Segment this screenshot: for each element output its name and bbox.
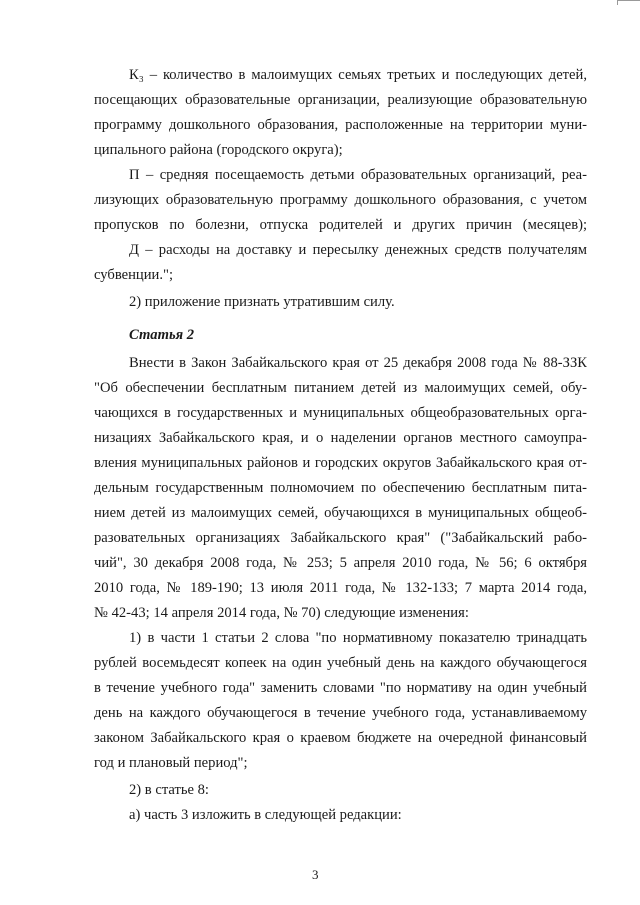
text-line: 2) в статье 8: <box>129 782 209 798</box>
text-line: чающихся в государственных и муниципальных общеобразовательных орга- <box>94 405 587 421</box>
text-line: рублей восемьдесят копеек на один учебный день на каждого обучающегося <box>94 655 587 671</box>
text-line: низациях Забайкальского края, и о наделении органов местного самоупра- <box>94 430 587 446</box>
text-line: лизующих образовательную программу дошкольного образования, с учетом <box>94 192 587 208</box>
text-line: нием детей из малоимущих семей, обучающихся в муниципальных общеоб- <box>94 505 587 521</box>
text-line: К₃ – количество в малоимущих семьях третьих и последующих детей, <box>129 67 587 83</box>
text-line: вления муниципальных районов и городских округов Забайкальского края от- <box>94 455 587 471</box>
page-number: 3 <box>312 867 319 882</box>
text-line: чий", 30 декабря 2008 года, № 253; 5 апреля 2010 года, № 56; 6 октября <box>94 555 587 571</box>
text-line: № 42-43; 14 апреля 2014 года, № 70) следующие изменения: <box>94 605 469 621</box>
text-line: пропусков по болезни, отпуска родителей и других причин (месяцев); <box>94 217 587 233</box>
text-line: 2) приложение признать утратившим силу. <box>129 294 395 310</box>
text-line: год и плановый период"; <box>94 755 248 771</box>
text-line: а) часть 3 изложить в следующей редакции: <box>129 807 402 823</box>
article-heading: Статья 2 <box>129 327 195 343</box>
text-line: 2010 года, № 189-190; 13 июля 2011 года, № 132-133; 7 марта 2014 года, <box>94 580 587 596</box>
text-line: законом Забайкальского края о краевом бюджете на очередной финансовый <box>94 730 587 746</box>
text-line: посещающих образовательные организации, реализующие образовательную <box>94 92 587 108</box>
text-line: П – средняя посещаемость детьми образовательных организаций, реа- <box>129 167 587 183</box>
text-line: ципального района (городского округа); <box>94 142 343 158</box>
text-line: в течение учебного года" заменить словами "по нормативу на один учебный <box>94 680 587 696</box>
text-line: дельным государственным полномочием по обеспечению бесплатным пита- <box>94 480 587 496</box>
text-line: Внести в Закон Забайкальского края от 25 декабря 2008 года № 88-ЗЗК <box>129 355 587 371</box>
text-line: день на каждого обучающегося в течение учебного года, устанавливаемому <box>94 705 587 721</box>
page-corner-mark <box>617 0 640 5</box>
text-line: "Об обеспечении бесплатным питанием детей из малоимущих семей, обу- <box>94 380 587 396</box>
text-line: 1) в части 1 статьи 2 слова "по нормативному показателю тринадцать <box>129 630 587 646</box>
text-line: субвенции."; <box>94 267 173 283</box>
text-line: программу дошкольного образования, расположенные на территории муни- <box>94 117 587 133</box>
text-line: Д – расходы на доставку и пересылку денежных средств получателям <box>129 242 587 258</box>
text-line: разовательных организациях Забайкальского края" ("Забайкальский рабо- <box>94 530 587 546</box>
